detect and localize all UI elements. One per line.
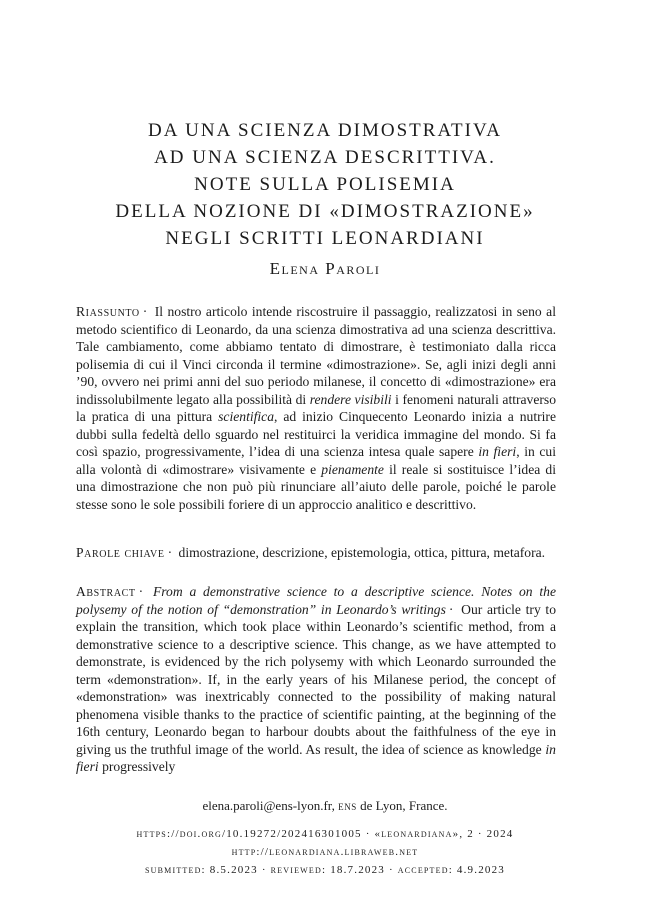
riassunto-label: Riassunto <box>76 304 140 319</box>
keywords-paragraph <box>76 544 556 562</box>
institution-abbreviation: ens <box>338 798 357 813</box>
riassunto-text-1: Il nostro articolo intende riscostruire il passaggio, realizzatosi in seno al metodo scientifico di Leonardo, da una scienza dimostrativa ad una scienza descrittiva. Tale cambiamento, come abbiamo tentato di dimostrare, è testimoniato dalla ricca polisemia di cui il Vinci circonda il termine «dimostrazione». Se, agli inizi degli anni ’90, ovvero nei primi anni del suo periodo milanese, il concetto di «dimostrazione» era indissolubilmente legato alla possibilità di <box>76 304 556 407</box>
website-link[interactable]: http://leonardiana.libraweb.net <box>231 846 419 858</box>
separator-dot: · <box>138 584 144 599</box>
keywords-label: Parole chiave <box>76 545 165 560</box>
title-line-1: DA UNA SCIENZA DIMOSTRATIVA <box>148 120 502 141</box>
riassunto-paragraph <box>76 303 556 513</box>
author-name: Elena Paroli <box>269 259 381 278</box>
abstract-text-1: Our article try to explain the transition, which took place within Leonardo’s scientific method, from a demonstrative science to a descriptive science. This change, as we have attempted to demonstrate, is evidenced by the rich polysemy with which Leonardo surrounded the term «demonstration». If, in the early years of his Milanese period, the concept of «demonstration» was inextricably connected to the possibility of making natural phenomena visible thanks to the practice of scientific painting, at the beginning of the 16th century, Leonardo began to harbour doubts about the faithfulness of the eye in giving us the truthful image of the world. As result, the idea of science as knowledge <box>76 601 557 757</box>
author-affiliation <box>40 798 610 814</box>
title-line-4: DELLA NOZIONE DI «DIMOSTRAZIONE» <box>115 201 535 222</box>
riassunto-text-4: , in cui alla volontà di «dimostrare» visivamente e <box>76 444 556 477</box>
riassunto-text-3: , ad inizio Cinquecento Leonardo inizia a nutrire dubbi sulla fedeltà dello sguardo nel restituirci la veridica immagine del mondo. Si fa così spazio, progressivamente, l’idea di una scienza intesa quale sapere <box>76 409 556 459</box>
institution-name: de Lyon, France. <box>360 798 448 813</box>
doi-line[interactable]: https://doi.org/10.19272/202416301005 · «leonardiana», 2 · 2024 <box>136 828 514 840</box>
riassunto-emphasis-3: in fieri <box>478 444 517 459</box>
keywords-text: dimostrazione, descrizione, epistemologia, ottica, pittura, metafora. <box>178 545 546 560</box>
riassunto-text-5: il reale si sostituisce l’idea di una dimostrazione che non può più rinunciare all’aiuto delle parole, poiché le parole stesse sono le sole possibili foriere di un approccio analitico e descrittivo. <box>76 461 557 512</box>
submission-dates: submitted: 8.5.2023 · reviewed: 18.7.2023 · accepted: 4.9.2023 <box>144 864 506 876</box>
keywords-section <box>76 544 556 562</box>
riassunto-emphasis-2: scientifica <box>218 409 275 424</box>
abstract-section <box>76 583 556 776</box>
author-email[interactable]: elena.paroli@ens-lyon.fr, <box>202 798 335 813</box>
abstract-emphasis-1: in fieri <box>76 741 556 774</box>
riassunto-emphasis-4: pienamente <box>321 461 384 477</box>
abstract-text-2: progressively <box>102 759 176 774</box>
title-line-2: AD UNA SCIENZA DESCRITTIVA. <box>154 147 496 168</box>
abstract-paragraph <box>76 583 556 776</box>
abstract-english-title: From a demonstrative science to a descriptive science. Notes on the polysemy of the notion of “demonstration” in Leonardo’s writings <box>76 584 556 617</box>
separator-dot: · <box>142 304 148 319</box>
title-line-5: NEGLI SCRITTI LEONARDIANI <box>165 228 485 249</box>
article-title <box>40 117 610 252</box>
separator-dot: · <box>167 545 173 560</box>
riassunto-emphasis-1: rendere visibili <box>309 391 392 407</box>
riassunto-section <box>76 303 556 513</box>
abstract-label: Abstract <box>76 584 136 599</box>
separator-dot: · <box>448 601 454 617</box>
title-line-3: NOTE SULLA POLISEMIA <box>194 174 456 195</box>
riassunto-text-2: i fenomeni naturali attraverso la pratica di una pittura <box>76 391 557 424</box>
